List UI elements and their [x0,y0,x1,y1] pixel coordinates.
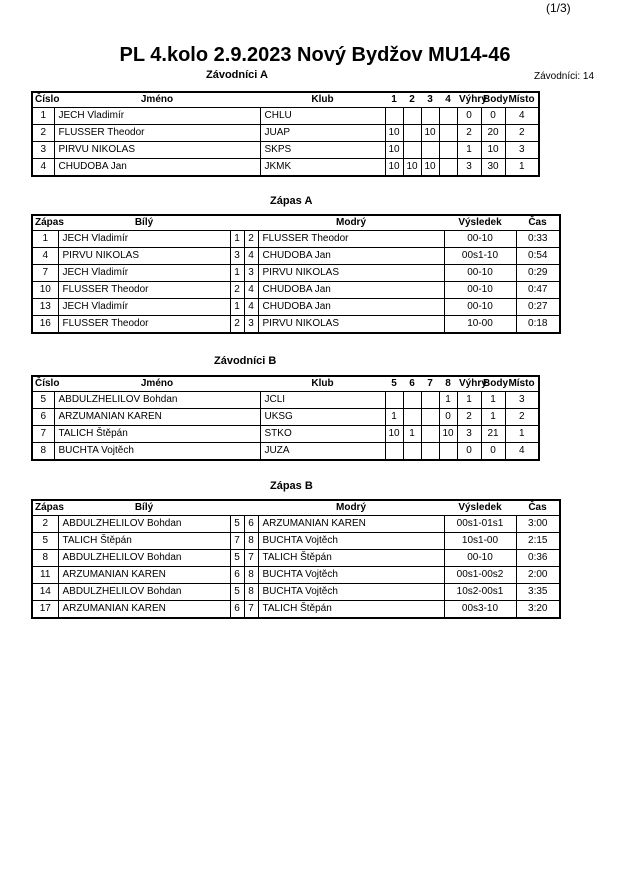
table-row [32,142,539,159]
match-number: 7 [32,265,58,282]
match-time: 0:54 [516,248,560,265]
match-time: 0:47 [516,282,560,299]
group-a-heading: Závodníci A [206,69,268,81]
wins-count: 2 [457,409,481,426]
blue-number: 8 [244,584,258,601]
competitor-number: 5 [32,392,54,409]
round-score-2 [403,125,421,142]
white-number: 5 [230,584,244,601]
blue-competitor: PIRVU NIKOLAS [258,265,444,282]
round-score-3 [421,142,439,159]
blue-number: 2 [244,231,258,248]
matches-b-table [31,499,561,619]
match-result: 10s1-00 [444,533,516,550]
match-result: 00-10 [444,550,516,567]
table-row [32,125,539,142]
round-score-2: 10 [403,159,421,177]
column-header: 3 [427,94,433,105]
white-competitor: ARZUMANIAN KAREN [58,601,230,619]
wins-count: 2 [457,125,481,142]
group-a-table [31,91,540,177]
blue-competitor: BUCHTA Vojtěch [258,584,444,601]
blue-number: 7 [244,550,258,567]
white-number: 1 [230,299,244,316]
match-time: 3:35 [516,584,560,601]
competitor-club: STKO [260,426,385,443]
column-header: Čas [528,502,547,513]
match-result: 00s1-00s2 [444,567,516,584]
round-score-2: 1 [403,426,421,443]
column-header: Bílý [134,217,154,228]
competitors-count: Závodníci: 14 [534,71,595,82]
white-competitor: JECH Vladimír [58,265,230,282]
round-score-1 [385,392,403,409]
white-number: 1 [230,265,244,282]
column-header: Výsledek [458,217,502,228]
blue-number: 8 [244,533,258,550]
round-score-4: 10 [439,426,457,443]
table-header-row [32,376,539,392]
white-competitor: TALICH Štěpán [58,533,230,550]
match-number: 16 [32,316,58,334]
place-rank: 3 [505,392,539,409]
round-score-4 [439,159,457,177]
table-row [32,248,560,265]
column-header: 7 [427,378,433,389]
table-row [32,550,560,567]
round-score-3 [421,443,439,461]
match-time: 3:20 [516,601,560,619]
column-header: Výsledek [458,502,502,513]
round-score-1 [385,443,403,461]
column-header: Zápas [35,217,64,228]
table-header-row [32,92,539,108]
table-row [32,231,560,248]
column-header: Čas [528,217,547,228]
place-rank: 4 [505,443,539,461]
place-rank: 2 [505,409,539,426]
column-header: Výhry [459,94,487,105]
table-row [32,282,560,299]
white-number: 6 [230,601,244,619]
white-competitor: FLUSSER Theodor [58,282,230,299]
competitor-club: CHLU [260,108,385,125]
round-score-4 [439,142,457,159]
competitor-name: FLUSSER Theodor [54,125,260,142]
blue-number: 4 [244,248,258,265]
match-number: 17 [32,601,58,619]
blue-number: 3 [244,316,258,334]
place-rank: 3 [505,142,539,159]
match-number: 13 [32,299,58,316]
competitor-name: JECH Vladimír [54,108,260,125]
column-header: Bílý [134,502,154,513]
points-count: 30 [481,159,505,177]
matches-a-table [31,214,561,334]
place-rank: 1 [505,426,539,443]
table-row [32,392,539,409]
round-score-1 [385,108,403,125]
match-time: 0:36 [516,550,560,567]
match-time: 3:00 [516,516,560,533]
competitor-club: UKSG [260,409,385,426]
round-score-1: 10 [385,159,403,177]
place-rank: 1 [505,159,539,177]
wins-count: 1 [457,142,481,159]
column-header: Výhry [459,378,487,389]
round-score-4 [439,443,457,461]
column-header: Číslo [35,94,60,105]
table-row [32,584,560,601]
round-score-1: 10 [385,142,403,159]
competitor-name: ABDULZHELILOV Bohdan [54,392,260,409]
white-number: 6 [230,567,244,584]
table-row [32,516,560,533]
white-competitor: ABDULZHELILOV Bohdan [58,584,230,601]
match-result: 00s1-01s1 [444,516,516,533]
white-number: 7 [230,533,244,550]
page-title: PL 4.kolo 2.9.2023 Nový Bydžov MU14-46 [119,44,511,66]
blue-competitor: TALICH Štěpán [258,550,444,567]
match-number: 10 [32,282,58,299]
match-result: 10s2-00s1 [444,584,516,601]
competitor-club: JCLI [260,392,385,409]
match-time: 0:29 [516,265,560,282]
group-b-table [31,375,540,461]
points-count: 1 [481,409,505,426]
round-score-4: 0 [439,409,457,426]
match-number: 2 [32,516,58,533]
points-count: 21 [481,426,505,443]
table-row [32,159,539,177]
match-time: 0:33 [516,231,560,248]
column-header: Modrý [336,217,366,228]
competitor-number: 1 [32,108,54,125]
place-rank: 4 [505,108,539,125]
round-score-3 [421,409,439,426]
match-result: 10-00 [444,316,516,334]
white-number: 5 [230,516,244,533]
table-row [32,316,560,334]
table-row [32,426,539,443]
match-result: 00s3-10 [444,601,516,619]
competitor-number: 8 [32,443,54,461]
page-number: (1/3) [546,1,571,15]
white-competitor: ABDULZHELILOV Bohdan [58,516,230,533]
competitor-number: 4 [32,159,54,177]
competitor-name: CHUDOBA Jan [54,159,260,177]
round-score-2 [403,443,421,461]
round-score-2 [403,142,421,159]
competitor-club: SKPS [260,142,385,159]
round-score-2 [403,108,421,125]
blue-competitor: CHUDOBA Jan [258,282,444,299]
match-result: 00-10 [444,299,516,316]
match-number: 4 [32,248,58,265]
round-score-4 [439,108,457,125]
column-header: Jméno [140,94,174,105]
round-score-1: 10 [385,426,403,443]
table-header-row [32,215,560,231]
table-row [32,265,560,282]
match-number: 5 [32,533,58,550]
place-rank: 2 [505,125,539,142]
blue-number: 6 [244,516,258,533]
wins-count: 3 [457,159,481,177]
column-header: 6 [409,378,415,389]
blue-competitor: CHUDOBA Jan [258,299,444,316]
round-score-4: 1 [439,392,457,409]
table-row [32,409,539,426]
column-header: Číslo [35,378,60,389]
match-time: 0:27 [516,299,560,316]
blue-competitor: PIRVU NIKOLAS [258,316,444,334]
competitor-name: PIRVU NIKOLAS [54,142,260,159]
column-header: 5 [391,378,397,389]
competitor-number: 6 [32,409,54,426]
competitor-name: ARZUMANIAN KAREN [54,409,260,426]
match-time: 2:15 [516,533,560,550]
matches-a-heading: Zápas A [270,195,313,207]
competitor-name: BUCHTA Vojtěch [54,443,260,461]
table-row [32,533,560,550]
points-count: 0 [481,443,505,461]
column-header: Modrý [336,502,366,513]
round-score-2 [403,409,421,426]
blue-competitor: CHUDOBA Jan [258,248,444,265]
round-score-3 [421,392,439,409]
points-count: 1 [481,392,505,409]
column-header: Místo [508,378,535,389]
points-count: 0 [481,108,505,125]
blue-number: 8 [244,567,258,584]
wins-count: 0 [457,443,481,461]
column-header: Zápas [35,502,64,513]
white-number: 3 [230,248,244,265]
white-competitor: PIRVU NIKOLAS [58,248,230,265]
column-header: 4 [445,94,451,105]
table-row [32,108,539,125]
white-competitor: ARZUMANIAN KAREN [58,567,230,584]
competitor-number: 2 [32,125,54,142]
competitor-club: JUZA [260,443,385,461]
column-header: Body [483,94,508,105]
match-result: 00-10 [444,231,516,248]
round-score-4 [439,125,457,142]
competitor-number: 3 [32,142,54,159]
competitor-name: TALICH Štěpán [54,426,260,443]
white-number: 2 [230,282,244,299]
column-header: Místo [508,94,535,105]
blue-competitor: FLUSSER Theodor [258,231,444,248]
column-header: 1 [391,94,397,105]
wins-count: 1 [457,392,481,409]
matches-b-heading: Zápas B [270,480,313,492]
competitor-club: JKMK [260,159,385,177]
column-header-spacer [230,215,258,231]
blue-competitor: BUCHTA Vojtěch [258,533,444,550]
blue-number: 4 [244,299,258,316]
match-result: 00s1-10 [444,248,516,265]
white-competitor: FLUSSER Theodor [58,316,230,334]
round-score-1: 10 [385,125,403,142]
wins-count: 3 [457,426,481,443]
column-header: Klub [311,94,334,105]
table-row [32,567,560,584]
match-time: 0:18 [516,316,560,334]
group-b-heading: Závodníci B [214,355,277,367]
match-time: 2:00 [516,567,560,584]
white-competitor: JECH Vladimír [58,299,230,316]
match-number: 11 [32,567,58,584]
round-score-3 [421,426,439,443]
white-number: 1 [230,231,244,248]
white-number: 2 [230,316,244,334]
white-competitor: ABDULZHELILOV Bohdan [58,550,230,567]
blue-competitor: BUCHTA Vojtěch [258,567,444,584]
round-score-1: 1 [385,409,403,426]
points-count: 20 [481,125,505,142]
column-header: 2 [409,94,415,105]
blue-number: 3 [244,265,258,282]
table-row [32,601,560,619]
round-score-3 [421,108,439,125]
wins-count: 0 [457,108,481,125]
round-score-2 [403,392,421,409]
blue-number: 4 [244,282,258,299]
match-result: 00-10 [444,265,516,282]
competitor-club: JUAP [260,125,385,142]
table-row [32,299,560,316]
white-competitor: JECH Vladimír [58,231,230,248]
column-header: 8 [445,378,451,389]
blue-competitor: TALICH Štěpán [258,601,444,619]
column-header: Body [483,378,508,389]
match-number: 8 [32,550,58,567]
white-number: 5 [230,550,244,567]
match-number: 1 [32,231,58,248]
points-count: 10 [481,142,505,159]
table-row [32,443,539,461]
competitor-number: 7 [32,426,54,443]
column-header-spacer [230,500,258,516]
column-header: Jméno [140,378,174,389]
blue-competitor: ARZUMANIAN KAREN [258,516,444,533]
table-header-row [32,500,560,516]
match-number: 14 [32,584,58,601]
round-score-3: 10 [421,159,439,177]
match-result: 00-10 [444,282,516,299]
round-score-3: 10 [421,125,439,142]
column-header: Klub [311,378,334,389]
blue-number: 7 [244,601,258,619]
